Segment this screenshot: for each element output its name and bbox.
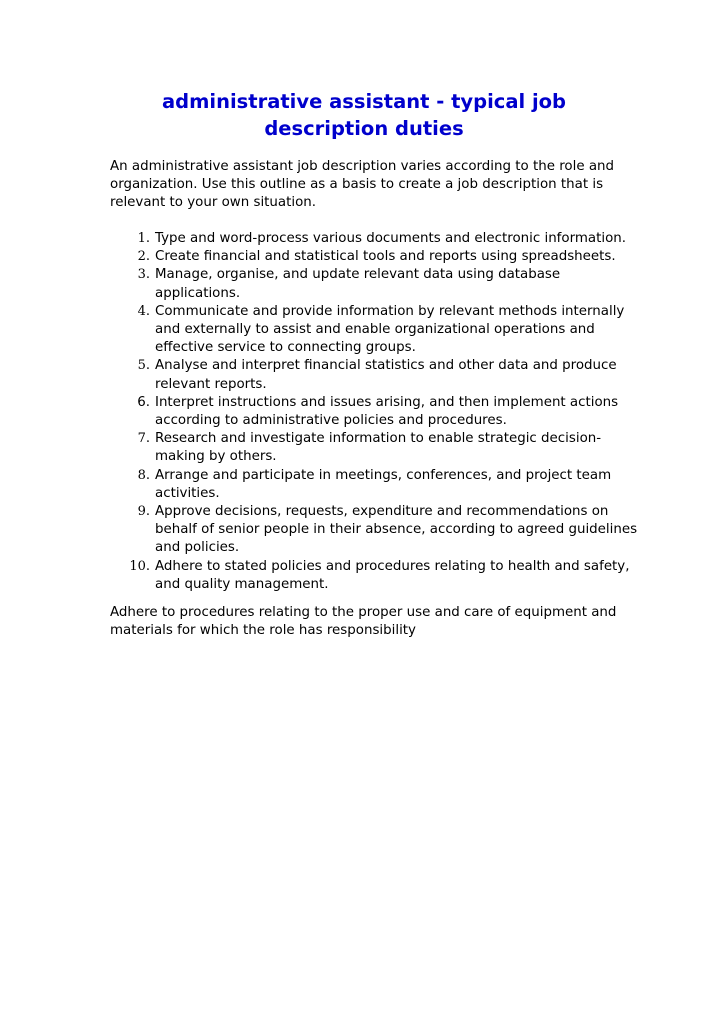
list-item-number: 1. [137,231,150,246]
list-item-text: Interpret instructions and issues arising, and then implement actions according to administrative policies and procedures. [155,394,619,429]
list-item-number: 3. [137,267,150,283]
intro-paragraph: An administrative assistant job description varies according to the role and organization. Use this outline as a basis to create a job description that is relevant to your own situation. [110,159,615,211]
list-item [110,266,640,302]
list-item-number: 10. [129,558,150,574]
list-item-text: Type and word-process various documents and electronic information. [155,231,627,246]
list-item-text: Manage, organise, and update relevant data using database applications. [155,267,561,301]
list-item [110,230,640,248]
list-item-number: 7. [137,431,150,447]
list-item [110,248,640,266]
closing-paragraph: Adhere to procedures relating to the proper use and care of equipment and materials for which the role has responsibility [110,605,617,639]
list-item-text: Analyse and interpret financial statistics and other data and produce relevant reports. [155,358,617,392]
list-item-text: Adhere to stated policies and procedures relating to health and safety, and quality management. [155,558,630,592]
list-item [110,357,640,393]
list-item [110,303,640,358]
list-item [110,558,640,594]
list-item-text: Communicate and provide information by relevant methods internally and externally to assist and enable organizational operations and effective service to connecting groups. [155,303,625,356]
list-item [110,503,640,558]
list-item [110,394,640,430]
list-item-number: 4. [137,303,150,319]
list-item-number: 9. [137,504,150,520]
document-title: administrative assistant - typical job description duties [161,90,567,140]
list-item-text: Approve decisions, requests, expenditure and recommendations on behalf of senior people in their absence, according to agreed guidelines and policies. [155,504,638,556]
list-item-text: Research and investigate information to enable strategic decision-making by others. [155,431,602,465]
list-item-number: 8. [137,467,150,483]
list-item [110,467,640,503]
list-item-text: Arrange and participate in meetings, conferences, and project team activities. [155,467,612,501]
duties-list [110,230,640,594]
list-item-text: Create financial and statistical tools and reports using spreadsheets. [155,249,616,265]
list-item-number: 2. [137,249,150,265]
list-item-number: 5. [137,358,150,374]
list-item [110,430,640,466]
list-item-number: 6. [137,394,150,410]
